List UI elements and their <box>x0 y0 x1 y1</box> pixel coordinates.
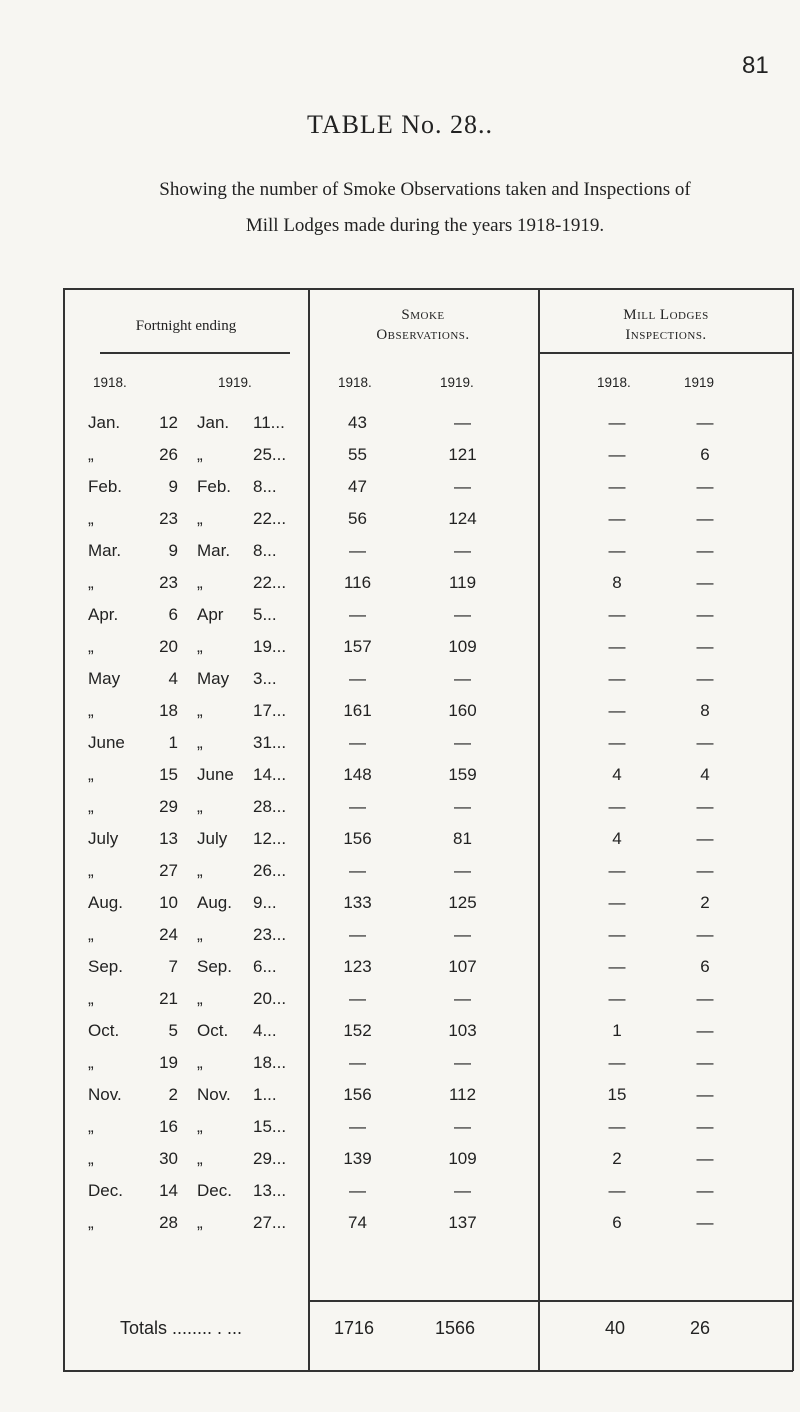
mill-1918-cell: — <box>608 861 626 880</box>
fortnight-1919-day: 5... <box>253 605 277 624</box>
smoke-1919-cell: 121 <box>448 445 477 464</box>
smoke-1919-cell: — <box>454 861 471 880</box>
fortnight-1918-month: Sep. <box>88 957 123 976</box>
smoke-1919-cell: — <box>454 733 471 752</box>
smoke-1919-cell: — <box>454 1053 471 1072</box>
fortnight-1919-day: 22... <box>253 573 287 592</box>
fortnight-1919-day: 8... <box>253 541 277 560</box>
fortnight-1918-month: „ <box>88 701 94 720</box>
smoke-1919-cell: 119 <box>448 573 477 592</box>
fortnight-1919-month: Jan. <box>197 413 230 432</box>
table-subtitle <box>60 172 790 244</box>
fortnight-1918-day: 30 <box>159 1149 178 1168</box>
subtitle-line-2: Mill Lodges made during the years 1918-1919. <box>245 215 605 236</box>
mill-1918-cell: — <box>608 733 626 752</box>
fortnight-1918-month: Apr. <box>88 605 119 624</box>
table-row <box>0 573 800 605</box>
mill-1918-cell: — <box>608 445 626 464</box>
fortnight-1919-month: „ <box>197 1149 203 1168</box>
smoke-year-header-1918: 1918. <box>338 375 372 390</box>
table-row <box>0 509 800 541</box>
smoke-1918-cell: 43 <box>348 413 367 432</box>
fortnight-1919-month: Oct. <box>197 1021 229 1040</box>
header-underline-fortnight <box>100 352 290 354</box>
smoke-1918-cell: 148 <box>343 765 372 784</box>
fortnight-1919-day: 20... <box>253 989 287 1008</box>
fortnight-1919-month: Sep. <box>197 957 232 976</box>
fortnight-1919-month: „ <box>197 797 203 816</box>
fortnight-1919-day: 4... <box>253 1021 277 1040</box>
smoke-1918-cell: 116 <box>343 573 372 592</box>
mill-1918-cell: — <box>608 989 626 1008</box>
table-row <box>0 701 800 733</box>
header-smoke-line-1: Smoke <box>401 307 445 323</box>
fortnight-1919-month: „ <box>197 637 203 656</box>
fortnight-1919-day: 17... <box>253 701 287 720</box>
smoke-1918-cell: 157 <box>343 637 372 656</box>
fortnight-1918-month: Dec. <box>88 1181 123 1200</box>
table-row <box>0 1213 800 1245</box>
smoke-1918-cell: 56 <box>348 509 367 528</box>
mill-year-header-1919: 1919 <box>684 375 715 390</box>
fortnight-1919-month: „ <box>197 509 203 528</box>
fortnight-1919-month: „ <box>197 573 203 592</box>
smoke-1918-cell: — <box>349 541 366 560</box>
mill-1919-cell: 8 <box>700 701 710 720</box>
mill-1919-cell: — <box>696 861 714 880</box>
totals-rule-left <box>310 1300 538 1302</box>
fortnight-1919-day: 26... <box>253 861 287 880</box>
fortnight-1918-day: 21 <box>159 989 178 1008</box>
smoke-1918-cell: — <box>349 1117 366 1136</box>
smoke-1918-cell: 74 <box>348 1213 367 1232</box>
mill-1919-cell: 4 <box>700 765 710 784</box>
fortnight-1919-day: 9... <box>253 893 277 912</box>
table-row <box>0 541 800 573</box>
smoke-1919-cell: — <box>454 413 471 432</box>
fortnight-1919-month: „ <box>197 1213 203 1232</box>
mill-year-header-1918: 1918. <box>597 375 631 390</box>
table-row <box>0 733 800 765</box>
totals-smoke-1919: 1566 <box>435 1318 476 1338</box>
fortnight-1919-day: 6... <box>253 957 277 976</box>
mill-1919-cell: — <box>696 1085 714 1104</box>
fortnight-1918-day: 18 <box>159 701 178 720</box>
mill-1919-cell: — <box>696 797 714 816</box>
fortnight-1918-day: 26 <box>159 445 178 464</box>
mill-1919-cell: — <box>696 1213 714 1232</box>
fortnight-1918-day: 9 <box>168 477 178 496</box>
fortnight-1919-month: Feb. <box>197 477 232 496</box>
smoke-1919-cell: 107 <box>448 957 477 976</box>
totals-smoke-1918: 1716 <box>334 1318 375 1338</box>
fortnight-1918-day: 27 <box>159 861 178 880</box>
table-row <box>0 1181 800 1213</box>
totals-mill-1919: 26 <box>690 1318 711 1338</box>
fortnight-1919-month: „ <box>197 733 203 752</box>
smoke-1918-cell: 152 <box>343 1021 372 1040</box>
fortnight-1919-month: „ <box>197 925 203 944</box>
fortnight-1918-day: 29 <box>159 797 178 816</box>
mill-1918-cell: — <box>608 893 626 912</box>
year-header-1919: 1919. <box>218 375 252 390</box>
mill-1919-cell: — <box>696 413 714 432</box>
fortnight-1918-month: Mar. <box>88 541 122 560</box>
fortnight-1919-day: 22... <box>253 509 287 528</box>
fortnight-1918-month: „ <box>88 1117 94 1136</box>
table-row <box>0 893 800 925</box>
smoke-1919-cell: — <box>454 925 471 944</box>
fortnight-1919-month: „ <box>197 1053 203 1072</box>
fortnight-1918-month: „ <box>88 509 94 528</box>
smoke-1919-cell: — <box>454 989 471 1008</box>
mill-1918-cell: — <box>608 957 626 976</box>
fortnight-1919-month: „ <box>197 1117 203 1136</box>
mill-1919-cell: — <box>696 669 714 688</box>
fortnight-1918-day: 28 <box>159 1213 178 1232</box>
fortnight-1919-day: 23... <box>253 925 287 944</box>
fortnight-1919-month: June <box>197 765 234 784</box>
table-row <box>0 413 800 445</box>
table-row <box>0 1149 800 1181</box>
table-top-rule <box>63 288 793 290</box>
fortnight-1919-month: Mar. <box>197 541 231 560</box>
smoke-1918-cell: — <box>349 861 366 880</box>
smoke-1919-cell: — <box>454 541 471 560</box>
mill-1919-cell: — <box>696 1117 714 1136</box>
fortnight-1918-day: 19 <box>159 1053 178 1072</box>
fortnight-1918-month: „ <box>88 797 94 816</box>
fortnight-1919-day: 27... <box>253 1213 287 1232</box>
table-row <box>0 1117 800 1149</box>
fortnight-1919-month: Nov. <box>197 1085 231 1104</box>
smoke-1919-cell: 124 <box>448 509 477 528</box>
fortnight-1919-month: „ <box>197 445 203 464</box>
smoke-1918-cell: — <box>349 797 366 816</box>
smoke-1919-cell: — <box>454 669 471 688</box>
smoke-1919-cell: — <box>454 1117 471 1136</box>
mill-1918-cell: — <box>608 509 626 528</box>
smoke-1919-cell: — <box>454 1181 471 1200</box>
smoke-1919-cell: 125 <box>448 893 477 912</box>
fortnight-1919-day: 13... <box>253 1181 287 1200</box>
table-row <box>0 477 800 509</box>
smoke-1918-cell: 123 <box>343 957 372 976</box>
smoke-1918-cell: — <box>349 733 366 752</box>
table-row <box>0 1085 800 1117</box>
fortnight-1919-month: Apr <box>197 605 224 624</box>
fortnight-1918-day: 20 <box>159 637 178 656</box>
fortnight-1918-day: 9 <box>168 541 178 560</box>
fortnight-1918-day: 15 <box>159 765 178 784</box>
mill-1918-cell: 8 <box>612 573 622 592</box>
fortnight-1918-month: Feb. <box>88 477 123 496</box>
fortnight-1918-day: 14 <box>159 1181 178 1200</box>
mill-1918-cell: — <box>608 1053 626 1072</box>
smoke-1918-cell: — <box>349 925 366 944</box>
table-bottom-rule <box>63 1370 793 1372</box>
table-row <box>0 445 800 477</box>
table-row <box>0 605 800 637</box>
fortnight-1918-month: „ <box>88 989 94 1008</box>
fortnight-1918-day: 13 <box>159 829 178 848</box>
table-row <box>0 669 800 701</box>
header-mill-line-1: Mill Lodges <box>623 307 709 323</box>
table-row <box>0 829 800 861</box>
header-mill <box>540 305 792 345</box>
table-row <box>0 1053 800 1085</box>
fortnight-1918-day: 6 <box>168 605 178 624</box>
table-row <box>0 797 800 829</box>
header-fortnight <box>64 316 308 336</box>
fortnight-1918-month: „ <box>88 925 94 944</box>
fortnight-1918-day: 7 <box>168 957 178 976</box>
mill-1919-cell: — <box>696 829 714 848</box>
smoke-1919-cell: 109 <box>448 1149 477 1168</box>
fortnight-1918-month: June <box>88 733 125 752</box>
year-header-1918: 1918. <box>93 375 127 390</box>
fortnight-1919-month: Dec. <box>197 1181 232 1200</box>
mill-1918-cell: — <box>608 413 626 432</box>
mill-1919-cell: — <box>696 477 714 496</box>
smoke-1919-cell: 112 <box>448 1085 477 1104</box>
smoke-1918-cell: 133 <box>343 893 372 912</box>
fortnight-1919-month: July <box>197 829 228 848</box>
mill-1919-cell: 6 <box>700 957 710 976</box>
mill-1919-cell: — <box>696 637 714 656</box>
smoke-1918-cell: 161 <box>343 701 372 720</box>
smoke-1919-cell: — <box>454 477 471 496</box>
fortnight-1919-month: „ <box>197 861 203 880</box>
smoke-1918-cell: 139 <box>343 1149 372 1168</box>
smoke-1919-cell: — <box>454 797 471 816</box>
smoke-1918-cell: — <box>349 605 366 624</box>
fortnight-1919-day: 31... <box>253 733 287 752</box>
fortnight-1918-day: 4 <box>168 669 178 688</box>
smoke-1918-cell: — <box>349 1181 366 1200</box>
smoke-1919-cell: 81 <box>453 829 472 848</box>
fortnight-1919-day: 14... <box>253 765 287 784</box>
table-row <box>0 1021 800 1053</box>
fortnight-1919-month: May <box>197 669 230 688</box>
mill-1919-cell: — <box>696 573 714 592</box>
mill-1918-cell: — <box>608 1117 626 1136</box>
fortnight-1919-day: 12... <box>253 829 287 848</box>
mill-1918-cell: 2 <box>612 1149 622 1168</box>
smoke-1919-cell: 103 <box>448 1021 477 1040</box>
mill-1919-cell: — <box>696 733 714 752</box>
fortnight-1918-month: May <box>88 669 121 688</box>
header-smoke-line-2: Observations. <box>376 327 470 343</box>
fortnight-1919-month: Aug. <box>197 893 232 912</box>
header-fortnight-text: Fortnight ending <box>135 318 237 334</box>
smoke-1918-cell: 47 <box>348 477 367 496</box>
fortnight-1918-month: „ <box>88 1213 94 1232</box>
fortnight-1919-day: 3... <box>253 669 277 688</box>
smoke-year-header-1919: 1919. <box>440 375 474 390</box>
mill-1918-cell: 4 <box>612 765 622 784</box>
fortnight-1918-month: „ <box>88 637 94 656</box>
table-title: TABLE No. 28.. <box>307 110 493 139</box>
mill-1919-cell: — <box>696 1149 714 1168</box>
mill-1918-cell: 6 <box>612 1213 622 1232</box>
mill-1918-cell: 4 <box>612 829 622 848</box>
mill-1919-cell: — <box>696 1053 714 1072</box>
mill-1918-cell: — <box>608 541 626 560</box>
smoke-1919-cell: 137 <box>448 1213 477 1232</box>
table-row <box>0 925 800 957</box>
fortnight-1919-day: 1... <box>253 1085 277 1104</box>
fortnight-1919-day: 15... <box>253 1117 287 1136</box>
mill-1919-cell: 2 <box>700 893 710 912</box>
mill-1918-cell: — <box>608 1181 626 1200</box>
mill-1919-cell: — <box>696 605 714 624</box>
table-row <box>0 957 800 989</box>
table-row <box>0 989 800 1021</box>
table-row <box>0 765 800 797</box>
mill-1919-cell: — <box>696 989 714 1008</box>
mill-1918-cell: — <box>608 701 626 720</box>
totals-label: Totals ........ . ... <box>120 1318 243 1338</box>
mill-1918-cell: — <box>608 605 626 624</box>
fortnight-1918-day: 2 <box>168 1085 178 1104</box>
mill-1918-cell: 15 <box>607 1085 627 1104</box>
fortnight-1918-month: „ <box>88 573 94 592</box>
smoke-1918-cell: — <box>349 669 366 688</box>
mill-1918-cell: — <box>608 797 626 816</box>
fortnight-1918-month: July <box>88 829 119 848</box>
smoke-1918-cell: 156 <box>343 1085 372 1104</box>
fortnight-1918-day: 12 <box>159 413 178 432</box>
mill-1919-cell: — <box>696 1021 714 1040</box>
header-mill-line-2: Inspections. <box>625 327 707 343</box>
page-number: 81 <box>742 52 769 79</box>
fortnight-1918-month: „ <box>88 1149 94 1168</box>
smoke-1918-cell: — <box>349 1053 366 1072</box>
fortnight-1918-month: „ <box>88 765 94 784</box>
fortnight-1918-month: „ <box>88 861 94 880</box>
fortnight-1918-day: 10 <box>159 893 178 912</box>
fortnight-1918-day: 24 <box>159 925 178 944</box>
mill-1919-cell: — <box>696 509 714 528</box>
mill-1918-cell: 1 <box>612 1021 622 1040</box>
smoke-1919-cell: 160 <box>448 701 477 720</box>
mill-1919-cell: — <box>696 1181 714 1200</box>
fortnight-1918-day: 1 <box>168 733 178 752</box>
smoke-1919-cell: — <box>454 605 471 624</box>
smoke-1918-cell: — <box>349 989 366 1008</box>
fortnight-1918-day: 5 <box>168 1021 178 1040</box>
fortnight-1918-month: Jan. <box>88 413 121 432</box>
mill-1918-cell: — <box>608 925 626 944</box>
table-row <box>0 637 800 669</box>
fortnight-1919-day: 11... <box>253 413 285 432</box>
totals-mill-1918: 40 <box>605 1318 626 1338</box>
fortnight-1918-month: „ <box>88 445 94 464</box>
smoke-1918-cell: 156 <box>343 829 372 848</box>
header-smoke <box>308 305 538 345</box>
fortnight-1918-day: 23 <box>159 509 178 528</box>
fortnight-1918-month: „ <box>88 1053 94 1072</box>
mill-1918-cell: — <box>608 637 626 656</box>
mill-1918-cell: — <box>608 669 626 688</box>
fortnight-1919-day: 29... <box>253 1149 287 1168</box>
fortnight-1919-day: 19... <box>253 637 287 656</box>
fortnight-1919-day: 28... <box>253 797 287 816</box>
smoke-1918-cell: 55 <box>348 445 367 464</box>
fortnight-1919-day: 25... <box>253 445 287 464</box>
fortnight-1919-day: 18... <box>253 1053 287 1072</box>
mill-1919-cell: — <box>696 925 714 944</box>
subtitle-line-1: Showing the number of Smoke Observations taken and Inspections of <box>159 179 691 200</box>
fortnight-1919-month: „ <box>197 989 203 1008</box>
mill-1919-cell: 6 <box>700 445 710 464</box>
fortnight-1919-month: „ <box>197 701 203 720</box>
table-row <box>0 861 800 893</box>
mill-1919-cell: — <box>696 541 714 560</box>
smoke-1919-cell: 159 <box>448 765 477 784</box>
fortnight-1918-month: Aug. <box>88 893 123 912</box>
fortnight-1919-day: 8... <box>253 477 277 496</box>
smoke-1919-cell: 109 <box>448 637 477 656</box>
fortnight-1918-day: 23 <box>159 573 178 592</box>
fortnight-1918-day: 16 <box>159 1117 178 1136</box>
mill-1918-cell: — <box>608 477 626 496</box>
fortnight-1918-month: Nov. <box>88 1085 122 1104</box>
totals-rule-right <box>540 1300 792 1302</box>
header-underline-mill <box>538 352 792 354</box>
fortnight-1918-month: Oct. <box>88 1021 120 1040</box>
